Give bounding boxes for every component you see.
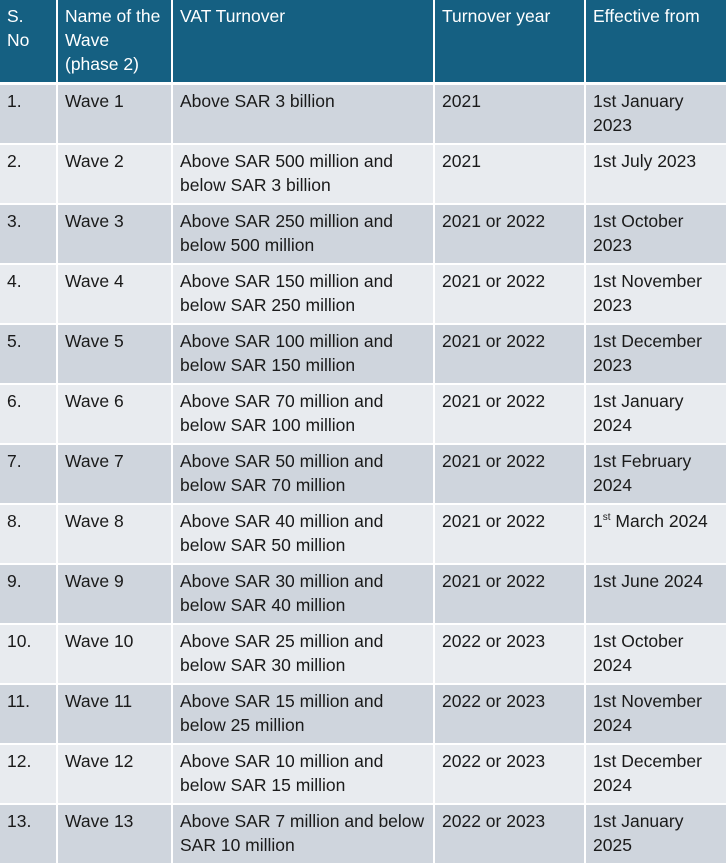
cell-sno: 2.	[0, 144, 57, 204]
cell-wave-name: Wave 10	[57, 624, 172, 684]
cell-vat-turnover: Above SAR 15 million and below 25 million	[172, 684, 434, 744]
cell-turnover-year: 2022 or 2023	[434, 684, 585, 744]
cell-sno: 5.	[0, 324, 57, 384]
cell-sno: 4.	[0, 264, 57, 324]
cell-wave-name: Wave 8	[57, 504, 172, 564]
cell-effective-from: 1st December 2024	[585, 744, 726, 804]
cell-turnover-year: 2022 or 2023	[434, 804, 585, 864]
table-row	[0, 84, 726, 145]
cell-wave-name: Wave 2	[57, 144, 172, 204]
cell-wave-name: Wave 6	[57, 384, 172, 444]
cell-effective-from: 1st July 2023	[585, 144, 726, 204]
cell-sno: 13.	[0, 804, 57, 864]
cell-wave-name: Wave 13	[57, 804, 172, 864]
table-row	[0, 504, 726, 564]
effective-day: 1	[593, 511, 603, 531]
cell-wave-name: Wave 5	[57, 324, 172, 384]
cell-vat-turnover: Above SAR 25 million and below SAR 30 million	[172, 624, 434, 684]
cell-effective-from: 1st December 2023	[585, 324, 726, 384]
cell-vat-turnover: Above SAR 50 million and below SAR 70 million	[172, 444, 434, 504]
cell-turnover-year: 2021	[434, 84, 585, 145]
cell-vat-turnover: Above SAR 3 billion	[172, 84, 434, 145]
cell-turnover-year: 2021 or 2022	[434, 204, 585, 264]
cell-turnover-year: 2021 or 2022	[434, 384, 585, 444]
cell-wave-name: Wave 1	[57, 84, 172, 145]
cell-turnover-year: 2021 or 2022	[434, 324, 585, 384]
cell-turnover-year: 2021 or 2022	[434, 264, 585, 324]
cell-vat-turnover: Above SAR 70 million and below SAR 100 million	[172, 384, 434, 444]
cell-vat-turnover: Above SAR 100 million and below SAR 150 million	[172, 324, 434, 384]
effective-day-suffix: st	[602, 512, 611, 524]
cell-turnover-year: 2022 or 2023	[434, 624, 585, 684]
header-turnover-year: Turnover year	[434, 0, 585, 84]
cell-effective-from: 1st November 2023	[585, 264, 726, 324]
cell-sno: 8.	[0, 504, 57, 564]
cell-sno: 11.	[0, 684, 57, 744]
table-row	[0, 264, 726, 324]
cell-turnover-year: 2021 or 2022	[434, 504, 585, 564]
cell-sno: 10.	[0, 624, 57, 684]
cell-effective-from: 1st November 2024	[585, 684, 726, 744]
cell-effective-from: 1st January 2025	[585, 804, 726, 864]
cell-wave-name: Wave 3	[57, 204, 172, 264]
cell-turnover-year: 2022 or 2023	[434, 744, 585, 804]
cell-wave-name: Wave 4	[57, 264, 172, 324]
table-row	[0, 564, 726, 624]
cell-turnover-year: 2021 or 2022	[434, 564, 585, 624]
cell-vat-turnover: Above SAR 30 million and below SAR 40 million	[172, 564, 434, 624]
cell-sno: 1.	[0, 84, 57, 145]
table-row	[0, 204, 726, 264]
cell-turnover-year: 2021	[434, 144, 585, 204]
cell-sno: 12.	[0, 744, 57, 804]
cell-wave-name: Wave 9	[57, 564, 172, 624]
cell-vat-turnover: Above SAR 10 million and below SAR 15 million	[172, 744, 434, 804]
cell-vat-turnover: Above SAR 40 million and below SAR 50 million	[172, 504, 434, 564]
cell-effective-from: 1st January 2024	[585, 384, 726, 444]
cell-wave-name: Wave 12	[57, 744, 172, 804]
cell-wave-name: Wave 11	[57, 684, 172, 744]
cell-sno: 3.	[0, 204, 57, 264]
cell-sno: 7.	[0, 444, 57, 504]
table-row	[0, 384, 726, 444]
table-row	[0, 684, 726, 744]
cell-vat-turnover: Above SAR 7 million and below SAR 10 million	[172, 804, 434, 864]
table-header-row	[0, 0, 726, 84]
header-effective-from: Effective from	[585, 0, 726, 84]
cell-sno: 6.	[0, 384, 57, 444]
table-row	[0, 324, 726, 384]
effective-month-year: March 2024	[610, 511, 708, 531]
cell-effective-from: 1st June 2024	[585, 564, 726, 624]
cell-wave-name: Wave 7	[57, 444, 172, 504]
cell-effective-from: 1st October 2023	[585, 204, 726, 264]
cell-effective-from: 1st October 2024	[585, 624, 726, 684]
cell-effective-from	[585, 504, 726, 564]
cell-vat-turnover: Above SAR 250 million and below 500 million	[172, 204, 434, 264]
cell-turnover-year: 2021 or 2022	[434, 444, 585, 504]
cell-vat-turnover: Above SAR 500 million and below SAR 3 billion	[172, 144, 434, 204]
cell-effective-from: 1st January 2023	[585, 84, 726, 145]
table-row	[0, 744, 726, 804]
table-row	[0, 804, 726, 864]
cell-vat-turnover: Above SAR 150 million and below SAR 250 million	[172, 264, 434, 324]
table-row	[0, 144, 726, 204]
header-wave-name: Name of the Wave (phase 2)	[57, 0, 172, 84]
table-row	[0, 624, 726, 684]
header-sno: S. No	[0, 0, 57, 84]
cell-effective-from: 1st February 2024	[585, 444, 726, 504]
header-vat-turnover: VAT Turnover	[172, 0, 434, 84]
cell-sno: 9.	[0, 564, 57, 624]
table-row	[0, 444, 726, 504]
